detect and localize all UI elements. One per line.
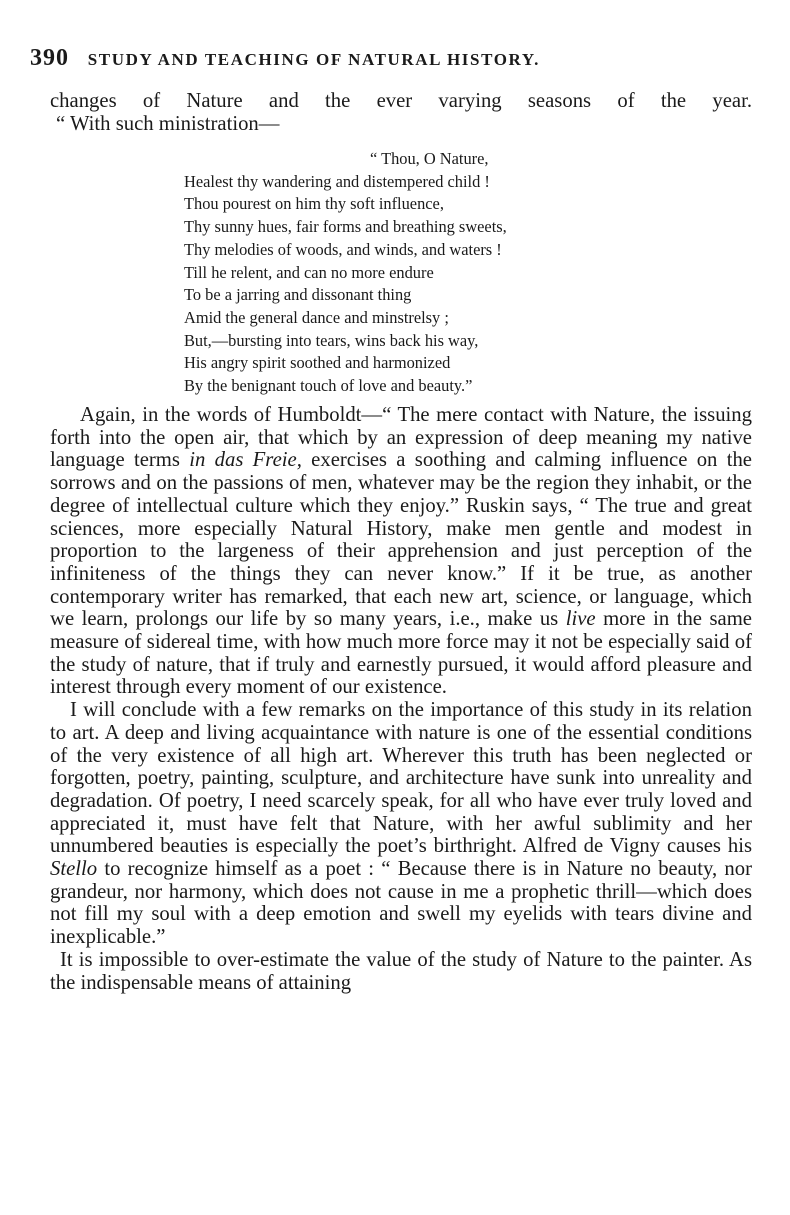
poem-line: But,—bursting into tears, wins back his way,: [184, 330, 479, 350]
italic-title: Stello: [50, 858, 98, 881]
lead-line-1: changes of Nature and the ever varying seasons of the year.: [50, 90, 752, 112]
poem-line: By the benignant touch of love and beauty.”: [184, 376, 473, 396]
poem-line: His angry spirit soothed and harmonized: [184, 353, 451, 373]
poem-line: Thy sunny hues, fair forms and breathing sweets,: [184, 217, 507, 237]
paragraph-text: more in the same measure of sidereal time, with how much more force may it not be especially said of the study of nature, that if truly and earnestly pursued, it would afford pleasure and interest through every moment of our existence.: [50, 608, 752, 699]
paragraph-art: [50, 699, 752, 949]
poem-line: Amid the general dance and minstrelsy ;: [184, 307, 449, 327]
poem-line: Thy melodies of woods, and winds, and waters !: [184, 239, 502, 259]
poem-line: To be a jarring and dissonant thing: [184, 285, 412, 305]
paragraph-text: I will conclude with a few remarks on the importance of this study in its relation to art. A deep and living acquaintance with nature is one of the essential conditions of the very existence of all high art. Wherever this truth has been neglected or forgotten, poetry, painting, sculpture, and architecture have sunk into unreality and degradation. Of poetry, I need scarcely speak, for all who have ever truly loved and appreciated it, must have felt that Nature, with her awful sublimity and her unnumbered beauties is especially the poet’s birthright. Alfred de Vigny causes his: [50, 699, 752, 858]
running-header: [30, 46, 750, 72]
poem-line: Till he relent, and can no more endure: [184, 262, 434, 282]
paragraph-text: to recognize himself as a poet : “ Because there is in Nature no beauty, nor grandeur, nor harmony, which does not cause in me a prophetic thrill—which does not fill my soul with a deep emotion and swell my eyelids with tears divine and inexplicable.”: [50, 858, 752, 949]
opening-lines: [50, 90, 752, 135]
lead-line-2: “ With such ministration—: [56, 112, 280, 135]
poem-quotation: [184, 148, 654, 398]
poem-line: Thou pourest on him thy soft influence,: [184, 194, 444, 214]
paragraph-painter: [50, 949, 752, 994]
paragraph-text: It is impossible to over-estimate the value of the study of Nature to the painter. As the indispensable means of attaining: [50, 948, 752, 994]
poem-line: Healest thy wandering and distempered child !: [184, 171, 490, 191]
body-text: [50, 404, 752, 994]
italic-word: live: [565, 608, 596, 631]
paragraph-text: Again, in the words of Humboldt—“ The mere contact with Nature, the issuing forth into the open air, that which by an expression of deep meaning my native language terms: [50, 404, 752, 472]
running-title: STUDY AND TEACHING OF NATURAL HISTORY.: [87, 50, 540, 69]
paragraph-humboldt: [50, 404, 752, 699]
paragraph-text: exercises a soothing and calming influence on the sorrows and on the passions of men, whatever may be the region they inhabit, or the degree of intellectual culture which they enjoy.” Ruskin says, “ The true and great sciences, more especially Natural History, make men gentle and modest in proportion to the largeness of their apprehension and just perception of the infiniteness of the things they can never know.” If it be true, as another contemporary writer has remarked, that each new art, science, or language, which we learn, prolongs our life by so many years, i.e., make us: [50, 449, 752, 631]
poem-line: “ Thou, O Nature,: [370, 149, 489, 168]
italic-term: in das Freie,: [189, 449, 302, 472]
page-number: 390: [30, 45, 69, 71]
